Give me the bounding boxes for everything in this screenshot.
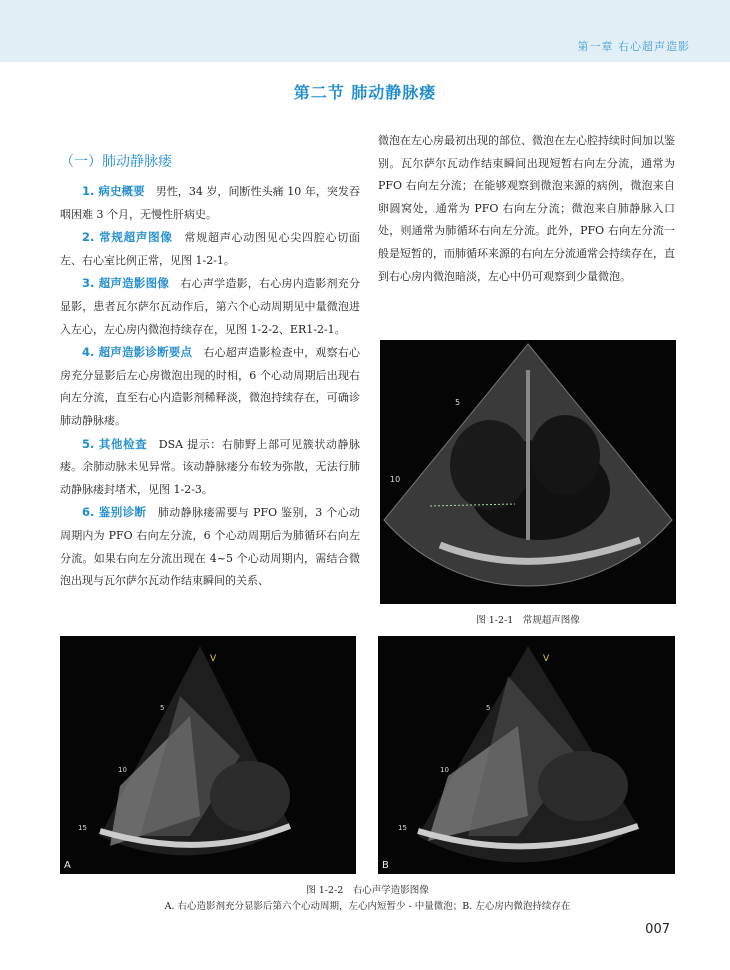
depth-mark-5-b: 5 [486,704,491,712]
marker-v-a: V [210,654,217,664]
paragraph-other-exams [60,433,360,502]
text-differential: 肺动静脉瘘需要与 PFO 鉴别，3 个心动周期内为 PFO 右向左分流，6 个心动周期后为肺循环右向左分流。如果右向左分流出现在 4~5 个心动周期内，需结合微泡出现与瓦尔萨尔瓦动作结束瞬间的关系、 [60,506,361,588]
label-history: 1. 病史概要 [82,184,145,198]
text-diagnosis-points: 右心超声造影检查中，观察右心房充分显影后左心房微泡出现的时相，6 个心动周期后出现右向左分流，直至右心内造影剂稀释淡，微泡持续存在，可确诊肺动静脉瘘。 [60,346,361,427]
figure-routine-echo [380,340,676,604]
depth-mark-10: 10 [390,475,401,484]
figure-2-subcaption: A. 右心造影剂充分显影后第六个心动周期，左心内短暂少 - 中量微泡；B. 左心房内微泡持续存在 [164,901,571,912]
paragraph-diagnosis-points [60,341,360,432]
depth-mark-10-b: 10 [440,766,449,774]
label-routine-echo: 2. 常规超声图像 [82,230,173,245]
section-title: 第二节 肺动静脉瘘 [293,83,437,102]
right-column [378,130,675,288]
depth-mark-15-a: 15 [78,824,87,832]
figure-contrast-panel-a [60,636,356,874]
subsection-heading: （一）肺动静脉瘘 [60,154,172,170]
running-head: 第一章 右心超声造影 [577,40,690,53]
marker-v-b: V [543,654,550,664]
figure-2-caption: 图 1-2-2 右心声学造影图像 [306,885,429,896]
panel-a-label: A [64,860,71,871]
depth-mark-5: 5 [455,398,461,407]
figure-contrast-panel-b [378,636,675,874]
page-number: 007 [645,922,670,937]
depth-mark-5-a: 5 [160,704,165,712]
text-history: 男性，34 岁，间断性头痛 10 年，突发吞咽困难 3 个月，无慢性肝病史。 [60,185,361,221]
figure-1-caption: 图 1-2-1 常规超声图像 [476,615,580,626]
left-column [60,180,360,593]
depth-mark-10-a: 10 [118,766,127,774]
panel-b-label: B [382,860,389,871]
text-routine-echo: 常规超声心动图见心尖四腔心切面左、右心室比例正常，见图 1-2-1。 [60,231,361,267]
depth-mark-15-b: 15 [398,824,407,832]
paragraph-right-continued: 微泡在左心房最初出现的部位、微泡在左心腔持续时间加以鉴别。瓦尔萨尔瓦动作结束瞬间出现短暂右向左分流，通常为 PFO 右向左分流；在能够观察到微泡来源的病例，微泡来自卵圆窝处，通常为 PFO 右向左分流；微泡来自肺静脉入口处，则通常为肺循环右向左分流。此外，PFO 右向左分流一般是短暂的，而肺循环来源的右向左分流通常会持续存在，直到右心房内微泡暗淡，左心中仍可观察到少量微泡。 [378,134,675,283]
label-differential: 6. 鉴别诊断 [82,505,147,520]
label-diagnosis-points: 4. 超声造影诊断要点 [82,345,193,360]
paragraph-contrast-image [60,272,360,341]
paragraph-differential [60,501,360,592]
text-other-exams: DSA 提示：右肺野上部可见簇状动静脉瘘。余肺动脉未见异常。该动静脉瘘分布较为弥散，无法行肺动静脉瘘封堵术，见图 1-2-3。 [60,437,361,496]
label-other-exams: 5. 其他检查 [82,436,148,451]
paragraph-routine-echo [60,226,360,272]
text-contrast-image: 右心声学造影，右心房内造影剂充分显影，患者瓦尔萨尔瓦动作后，第六个心动周期见中量微泡进入左心，左心房内微泡持续存在，见图 1-2-2、ER1-2-1。 [60,277,361,336]
paragraph-history [60,180,360,226]
label-contrast-image: 3. 超声造影图像 [82,276,170,291]
